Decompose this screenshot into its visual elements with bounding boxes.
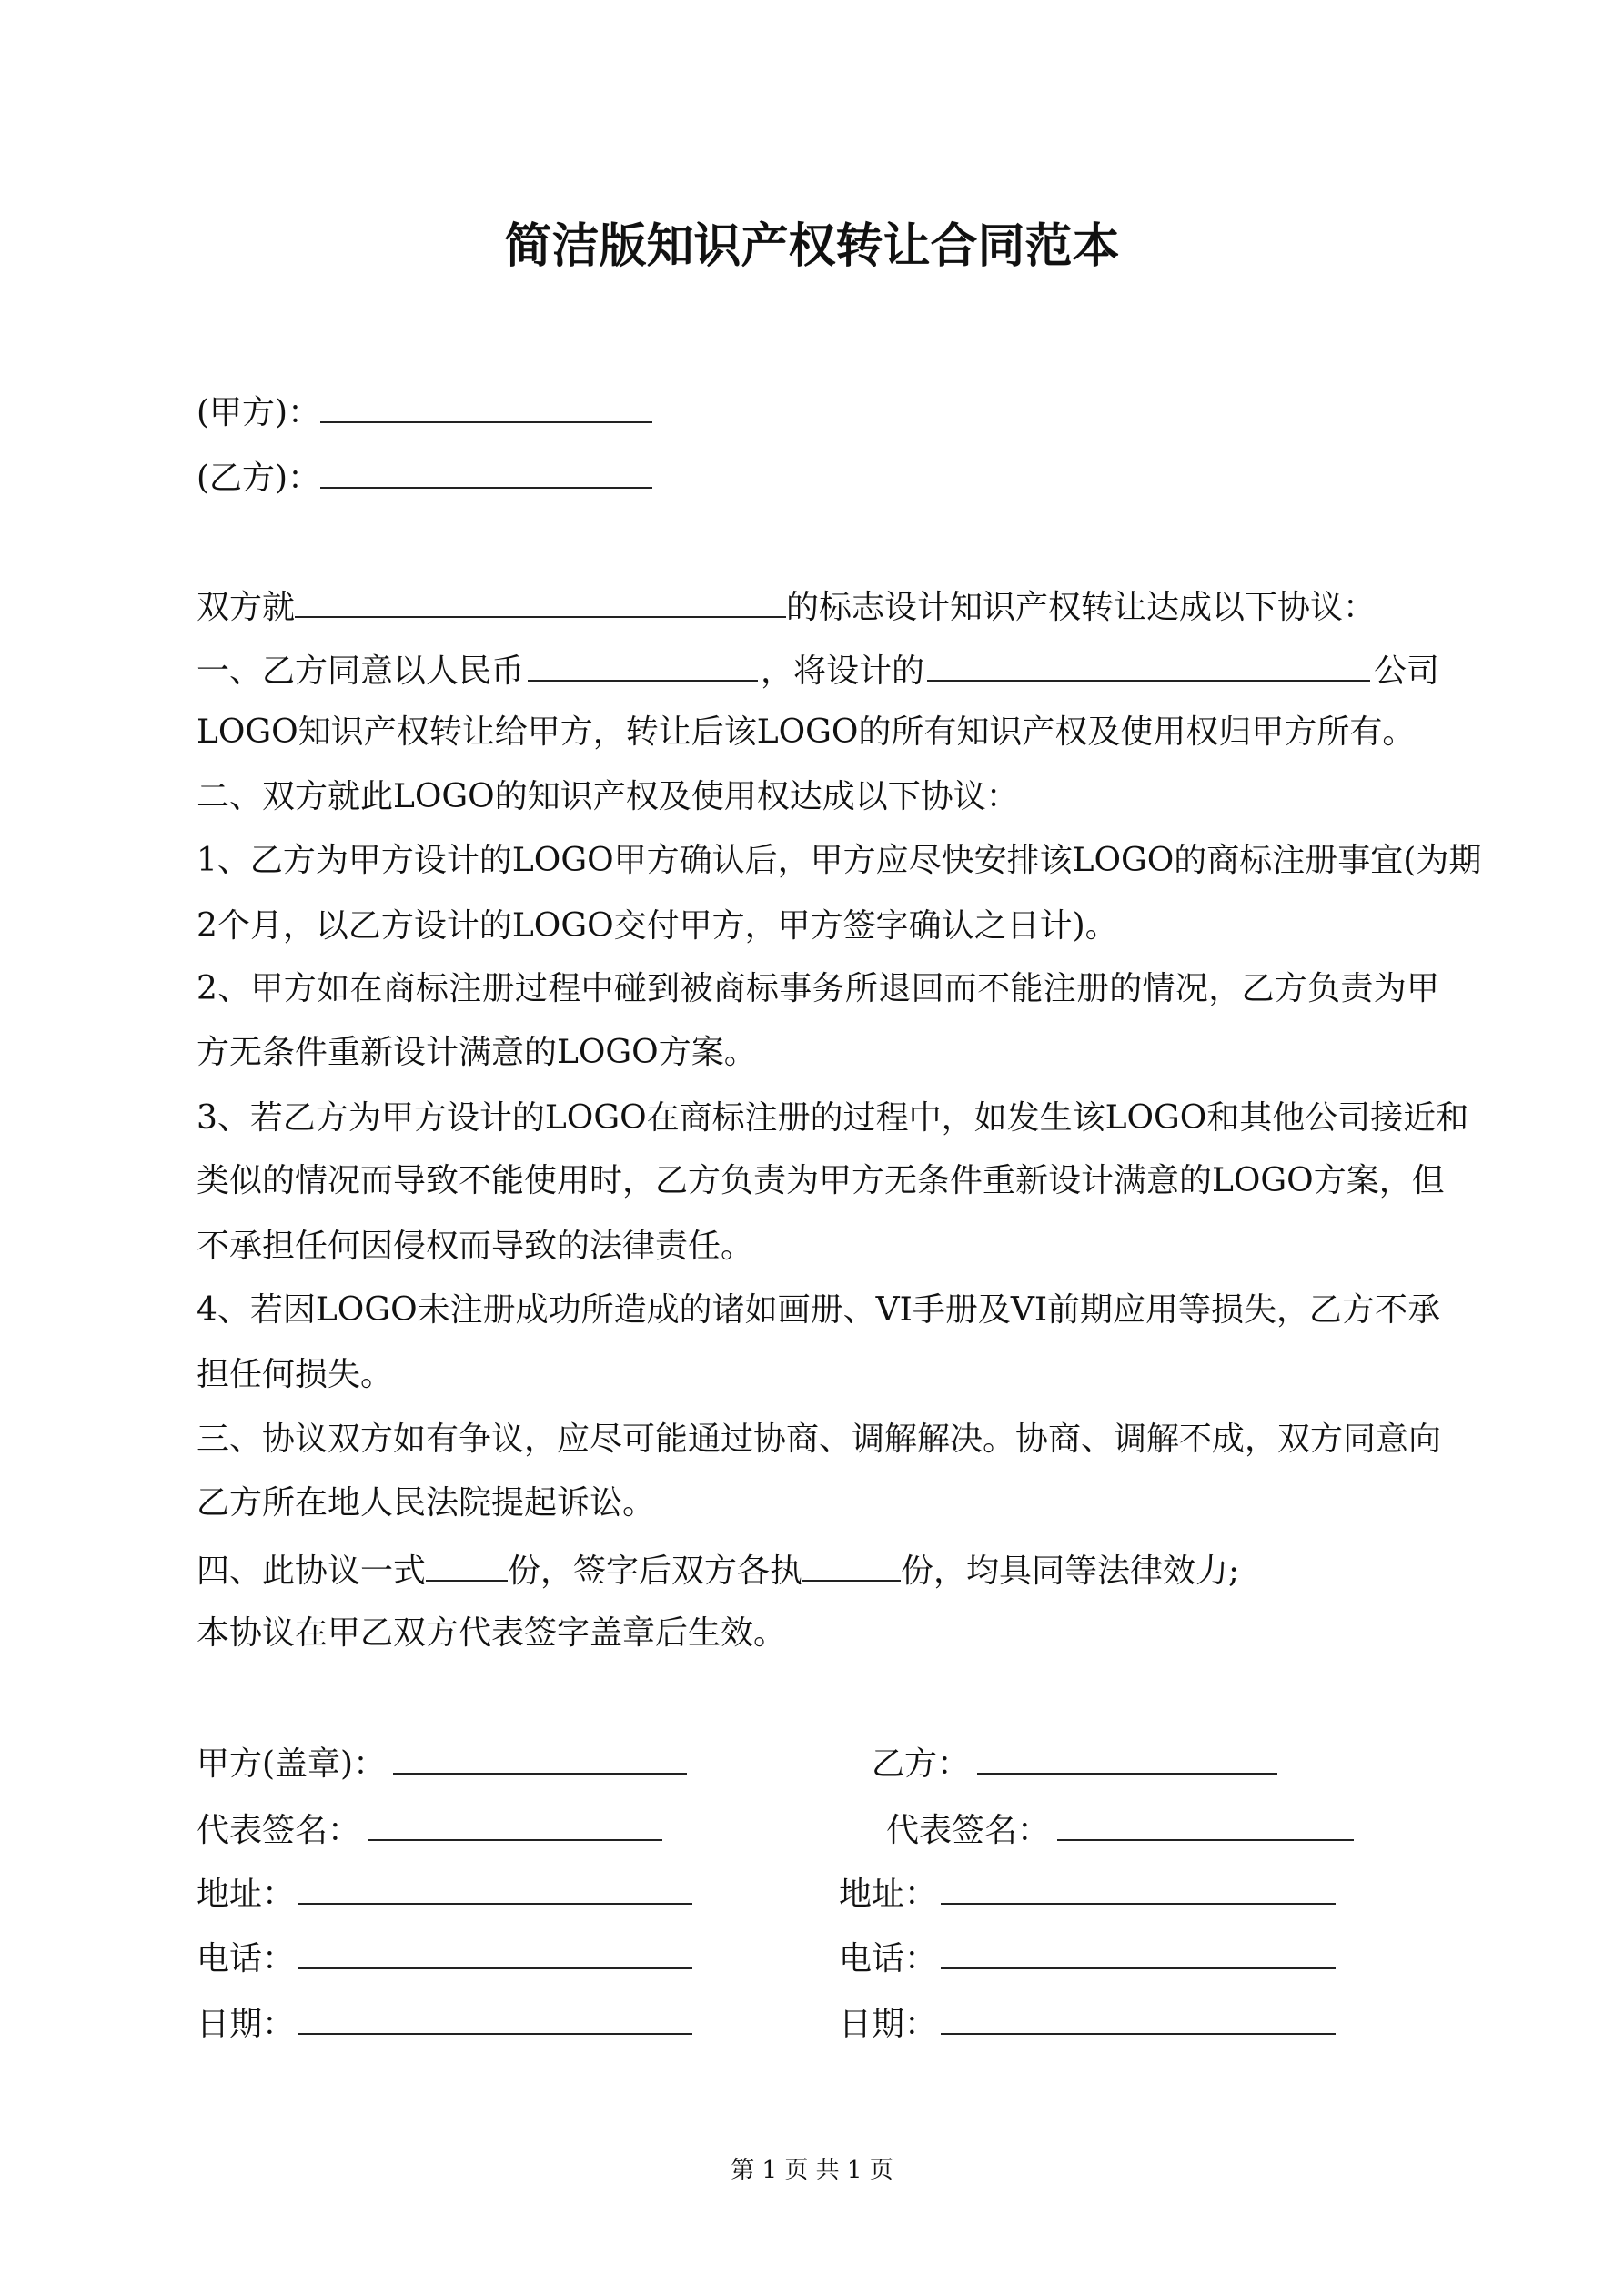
- party-b-address-blank[interactable]: [941, 1872, 1336, 1905]
- clause-2-3-line-2: 类似的情况而导致不能使用时，乙方负责为甲方无条件重新设计满意的LOGO方案，但: [197, 1162, 1445, 1199]
- party-a-seal-line: [197, 1742, 687, 1785]
- copies-total-blank[interactable]: [426, 1549, 508, 1582]
- party-b-line: [197, 456, 652, 499]
- party-b-date-blank[interactable]: [941, 2002, 1336, 2035]
- party-a-address-line: [197, 1872, 692, 1915]
- clause-1-line-1: [197, 649, 1439, 692]
- party-b-rep-blank[interactable]: [1057, 1808, 1354, 1841]
- party-b-phone-label: 电话：: [839, 1940, 938, 1977]
- clause-3-line-1: 三、协议双方如有争议，应尽可能通过协商、调解解决。协商、调解不成，双方同意向: [197, 1421, 1442, 1458]
- clause-2-heading: 二、双方就此LOGO的知识产权及使用权达成以下协议：: [197, 778, 1019, 815]
- party-b-address-label: 地址：: [839, 1876, 938, 1913]
- clause-2-1-line-1: 1、乙方为甲方设计的LOGO甲方确认后，甲方应尽快安排该LOGO的商标注册事宜(为期: [197, 842, 1482, 879]
- intro-text-end: 的标志设计知识产权转让达成以下协议：: [786, 589, 1377, 626]
- company-blank[interactable]: [927, 649, 1370, 682]
- clause-4-text: 四、此协议一式: [197, 1553, 427, 1590]
- amount-blank[interactable]: [528, 649, 758, 682]
- party-a-date-label: 日期：: [197, 2006, 296, 2043]
- clause-2-2-line-2: 方无条件重新设计满意的LOGO方案。: [197, 1034, 757, 1071]
- clause-2-4-line-1: 4、若因LOGO未注册成功所造成的诸如画册、VI手册及VI前期应用等损失，乙方不承: [197, 1291, 1441, 1329]
- copies-each-blank[interactable]: [802, 1549, 901, 1582]
- party-a-address-blank[interactable]: [298, 1872, 692, 1905]
- party-a-rep-label: 代表签名：: [197, 1812, 361, 1849]
- clause-4-text: 份，签字后双方各执: [508, 1553, 803, 1590]
- clause-4-text: 份，均具同等法律效力;: [901, 1553, 1240, 1590]
- party-a-rep-line: [197, 1808, 662, 1851]
- intro-text: 双方就: [197, 589, 296, 626]
- intro-line: [197, 585, 1376, 628]
- party-b-sign-label: 乙方：: [872, 1745, 971, 1783]
- clause-2-3-line-3: 不承担任何因侵权而导致的法律责任。: [197, 1228, 754, 1265]
- clause-3-line-2: 乙方所在地人民法院提起诉讼。: [197, 1484, 656, 1522]
- clause-1-text: ，将设计的: [760, 652, 924, 690]
- document-title: 简洁版知识产权转让合同范本: [504, 218, 1120, 274]
- page-number: 第 1 页 共 1 页: [731, 2157, 893, 2184]
- clause-1-text: 公司: [1373, 652, 1439, 690]
- party-b-date-label: 日期：: [839, 2006, 938, 2043]
- party-b-sign-line: [872, 1742, 1277, 1785]
- party-a-date-line: [197, 2002, 692, 2045]
- effective-clause: 本协议在甲乙双方代表签字盖章后生效。: [197, 1614, 787, 1652]
- clause-1-line-2: LOGO知识产权转让给甲方，转让后该LOGO的所有知识产权及使用权归甲方所有。: [197, 713, 1416, 751]
- party-b-rep-label: 代表签名：: [886, 1812, 1051, 1849]
- party-a-date-blank[interactable]: [298, 2002, 692, 2035]
- party-b-phone-line: [839, 1937, 1336, 1979]
- clause-2-3-line-1: 3、若乙方为甲方设计的LOGO在商标注册的过程中，如发生该LOGO和其他公司接近和: [197, 1099, 1469, 1137]
- party-b-label: (乙方)：: [197, 460, 321, 497]
- party-a-phone-blank[interactable]: [298, 1937, 692, 1969]
- party-a-seal-blank[interactable]: [393, 1742, 687, 1775]
- party-a-blank[interactable]: [320, 390, 652, 423]
- clause-2-4-line-2: 担任何损失。: [197, 1356, 394, 1393]
- party-b-phone-blank[interactable]: [941, 1937, 1336, 1969]
- clause-1-text: 一、乙方同意以人民币: [197, 652, 525, 690]
- party-a-address-label: 地址：: [197, 1876, 296, 1913]
- party-b-address-line: [839, 1872, 1336, 1915]
- subject-blank[interactable]: [295, 585, 786, 618]
- party-a-seal-label: 甲方(盖章)：: [197, 1745, 387, 1783]
- party-b-date-line: [839, 2002, 1336, 2045]
- party-a-label: (甲方)：: [197, 394, 321, 431]
- clause-4-line: [197, 1549, 1239, 1592]
- clause-2-1-line-2: 2个月，以乙方设计的LOGO交付甲方，甲方签字确认之日计)。: [197, 907, 1118, 945]
- party-b-sign-blank[interactable]: [977, 1742, 1277, 1775]
- party-b-rep-line: [886, 1808, 1354, 1851]
- party-a-rep-blank[interactable]: [368, 1808, 662, 1841]
- party-b-blank[interactable]: [320, 456, 652, 489]
- party-a-phone-label: 电话：: [197, 1940, 296, 1977]
- party-a-phone-line: [197, 1937, 692, 1979]
- party-a-line: [197, 390, 652, 433]
- clause-2-2-line-1: 2、甲方如在商标注册过程中碰到被商标事务所退回而不能注册的情况，乙方负责为甲: [197, 970, 1439, 1007]
